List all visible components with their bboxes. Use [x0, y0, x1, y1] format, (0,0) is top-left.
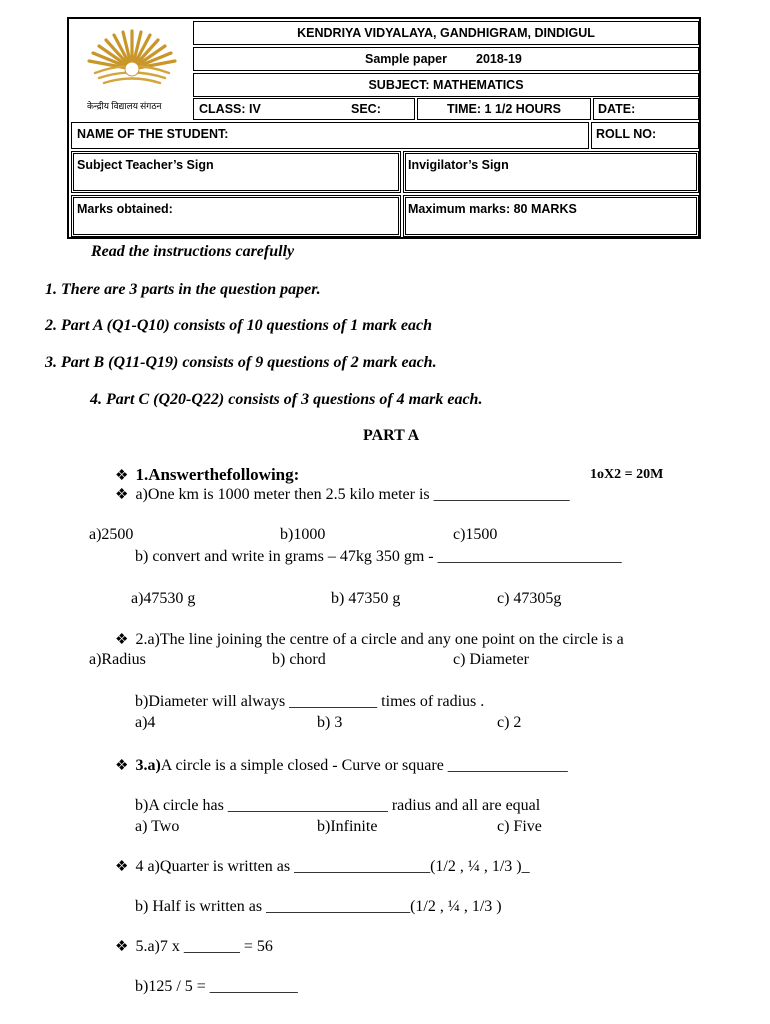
- header-box: [67, 17, 701, 239]
- q3-number: 3.a): [135, 757, 161, 774]
- diamond-bullet-icon: ❖: [115, 632, 129, 648]
- class-label: CLASS: IV: [199, 102, 261, 116]
- q1a-option-a: a)2500: [89, 526, 134, 543]
- q1b-option-b: b) 47350 g: [331, 590, 401, 607]
- q4a-text: 4 a)Quarter is written as _________________(1/2 , ¼ , 1/3 )_: [135, 858, 530, 875]
- instructions-heading: Read the instructions carefully: [91, 243, 295, 260]
- q2b-option-a: a)4: [135, 714, 156, 731]
- q2b-text: b)Diameter will always ___________ times of radius .: [135, 693, 485, 710]
- diamond-bullet-icon: ❖: [115, 758, 129, 774]
- q3a-row: [115, 756, 568, 775]
- q5a-row: [115, 937, 273, 956]
- diamond-bullet-icon: ❖: [115, 859, 129, 875]
- q2b-option-c: c) 2: [497, 714, 522, 731]
- part-a-title: PART A: [363, 427, 420, 444]
- q1b-text: b) convert and write in grams – 47kg 350 gm - _______________________: [135, 548, 622, 565]
- q1-marks: 1oX2 = 20M: [590, 467, 664, 482]
- teacher-sign-label: Subject Teacher’s Sign: [77, 158, 214, 172]
- school-name: KENDRIYA VIDYALAYA, GANDHIGRAM, DINDIGUL: [297, 26, 595, 40]
- q3b-option-c: c) Five: [497, 818, 542, 835]
- q1a-option-c: c)1500: [453, 526, 498, 543]
- section-label: SEC:: [351, 102, 381, 116]
- subject: SUBJECT: MATHEMATICS: [368, 78, 524, 92]
- q2a-option-c: c) Diameter: [453, 651, 529, 668]
- instruction-2: 2. Part A (Q1-Q10) consists of 10 questions of 1 mark each: [45, 317, 432, 334]
- q3b-option-a: a) Two: [135, 818, 180, 835]
- q5a-text: 5.a)7 x _______ = 56: [135, 938, 273, 955]
- date-label: DATE:: [598, 102, 636, 116]
- q1b-option-c: c) 47305g: [497, 590, 562, 607]
- max-marks-label: Maximum marks: 80 MARKS: [408, 202, 577, 216]
- diamond-bullet-icon: ❖: [115, 939, 129, 955]
- q2a-option-b: b) chord: [272, 651, 326, 668]
- student-name-label: NAME OF THE STUDENT:: [77, 127, 229, 141]
- q1-heading: 1.Answerthefollowing:: [135, 465, 300, 484]
- diamond-bullet-icon: ❖: [115, 468, 129, 484]
- roll-no-label: ROLL NO:: [596, 127, 657, 141]
- q2a-option-a: a)Radius: [89, 651, 146, 668]
- time-label: TIME: 1 1/2 HOURS: [447, 102, 561, 116]
- q2a-row: [115, 630, 624, 649]
- instruction-1: 1. There are 3 parts in the question paper.: [45, 281, 321, 298]
- q1a-text: a)One km is 1000 meter then 2.5 kilo meter is _________________: [135, 486, 570, 503]
- q2a-text: 2.a)The line joining the centre of a circle and any one point on the circle is a: [135, 631, 624, 648]
- q4a-row: [115, 857, 530, 876]
- paper-label: Sample paper: [365, 52, 447, 66]
- q1-heading-row: [115, 465, 299, 485]
- kvs-logo-icon: [77, 25, 187, 103]
- q2b-option-b: b) 3: [317, 714, 343, 731]
- q1a-option-b: b)1000: [280, 526, 326, 543]
- diamond-bullet-icon: ❖: [115, 487, 129, 503]
- instruction-3: 3. Part B (Q11-Q19) consists of 9 questions of 2 mark each.: [45, 354, 437, 371]
- q4b-text: b) Half is written as __________________(1/2 , ¼ , 1/3 ): [135, 898, 502, 915]
- invigilator-sign-label: Invigilator’s Sign: [408, 158, 509, 172]
- q3b-text: b)A circle has ____________________ radius and all are equal: [135, 797, 541, 814]
- q3b-option-b: b)Infinite: [317, 818, 378, 835]
- q1a-row: [115, 485, 570, 504]
- paper-year: 2018-19: [476, 52, 522, 66]
- logo-caption: केन्द्रीय विद्यालय संगठन: [87, 101, 162, 111]
- marks-obtained-label: Marks obtained:: [77, 202, 173, 216]
- q3a-text: A circle is a simple closed - Curve or square _______________: [160, 757, 568, 774]
- q1b-option-a: a)47530 g: [131, 590, 196, 607]
- instruction-4: 4. Part C (Q20-Q22) consists of 3 questions of 4 mark each.: [90, 391, 483, 408]
- q5b-text: b)125 / 5 = ___________: [135, 978, 298, 995]
